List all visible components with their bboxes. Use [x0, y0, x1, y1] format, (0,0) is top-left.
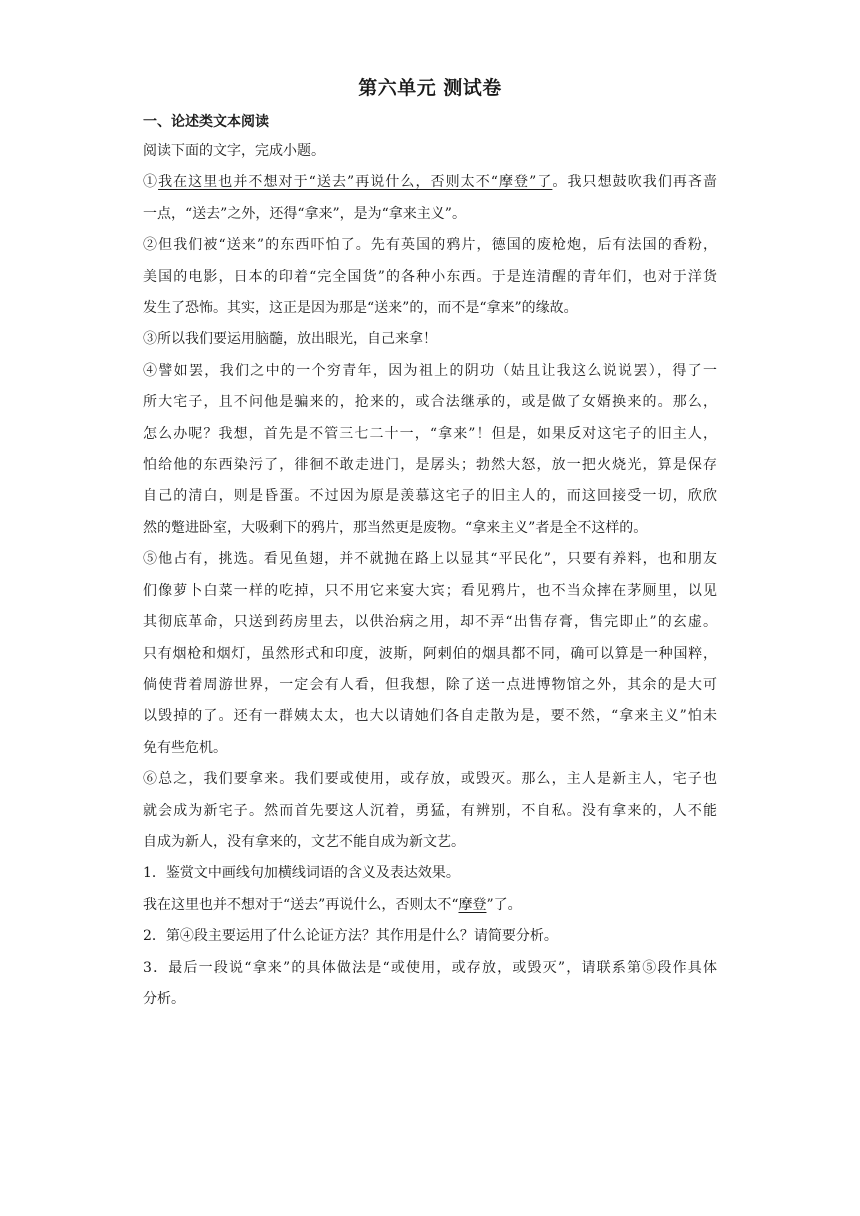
- paragraph-6-line: ⑥总之，我们要拿来。我们要或使用，或存放，或毁灭。那么，主人是新主人，宅子也: [143, 771, 717, 788]
- paragraph-4-line: 怎么办呢？我想，首先是不管三七二十一，“拿来”！但是，如果反对这宅子的旧主人，: [143, 425, 717, 442]
- paragraph-6-line: 自成为新人，没有拿来的，文艺不能自成为新文艺。: [143, 833, 465, 850]
- question-2: 2．第④段主要运用了什么论证方法？其作用是什么？请简要分析。: [143, 928, 558, 945]
- paragraph-4-line: ④譬如罢，我们之中的一个穷青年，因为祖上的阴功（姑且让我这么说说罢），得了一: [143, 362, 717, 379]
- paragraph-5-line: 免有些危机。: [143, 739, 227, 756]
- question-1-sentence-before: 我在这里也并不想对于“送去”再说什么，否则太不“: [143, 896, 459, 913]
- paragraph-5-line: 只有烟枪和烟灯，虽然形式和印度，波斯，阿剌伯的烟具都不同，确可以算是一种国粹，: [143, 645, 717, 662]
- paragraph-2-line: ②但我们被“送来”的东西吓怕了。先有英国的鸦片，德国的废枪炮，后有法国的香粉，: [143, 237, 717, 254]
- question-1-stem: 1．鉴赏文中画线句加横线词语的含义及表达效果。: [143, 865, 460, 882]
- paragraph-4-line: 怕给他的东西染污了，徘徊不敢走进门，是孱头；勃然大怒，放一把火烧光，算是保存: [143, 457, 717, 474]
- paragraph-4-line: 所大宅子，且不问他是骗来的，抢来的，或合法继承的，或是做了女婿换来的。那么，: [143, 394, 717, 411]
- underlined-sentence: 我在这里也并不想对于“送去”再说什么，否则太不“摩登”了: [158, 174, 553, 191]
- paragraph-2-line: 美国的电影，日本的印着“完全国货”的各种小东西。于是连清醒的青年们，也对于洋货: [143, 268, 717, 285]
- paragraph-2-line: 发生了恐怖。其实，这正是因为那是“送来”的，而不是“拿来”的缘故。: [143, 300, 578, 317]
- paragraph-1-rest: 。我只想鼓吹我们再吝啬: [552, 174, 717, 191]
- paragraph-5-line: 以毁掉的了。还有一群姨太太，也大以请她们各自走散为是，要不然，“拿来主义”怕未: [143, 708, 717, 725]
- document-content: [143, 72, 717, 1015]
- paragraph-5-line: 倘使背着周游世界，一定会有人看，但我想，除了送一点进博物馆之外，其余的是大可: [143, 676, 717, 693]
- question-3-line: 3．最后一段说“拿来”的具体做法是“或使用，或存放，或毁灭”，请联系第⑤段作具体: [143, 959, 717, 976]
- paragraph-1-line-2: 一点，“送去”之外，还得“拿来”，是为“拿来主义”。: [143, 205, 466, 222]
- paragraph-3-line: ③所以我们要运用脑髓，放出眼光，自己来拿！: [143, 331, 437, 348]
- question-1-sentence-after: ”了。: [486, 896, 522, 913]
- question-1-sentence: [143, 890, 717, 921]
- instruction-text: 阅读下面的文字，完成小题。: [143, 143, 325, 159]
- paragraph-5-line: 其彻底革命，只送到药房里去，以供治病之用，却不弄“出售存膏，售完即止”的玄虚。: [143, 614, 717, 631]
- paragraph-1-line-1: [143, 167, 717, 198]
- question-3-line: 分析。: [143, 990, 185, 1007]
- question-1-underlined-word: 摩登: [458, 896, 487, 913]
- paragraph-6-line: 就会成为新宅子。然而首先要这人沉着，勇猛，有辨别，不自私。没有拿来的，人不能: [143, 802, 717, 819]
- page-title: 第六单元 测试卷: [358, 77, 502, 99]
- paragraph-5-line: ⑤他占有，挑选。看见鱼翅，并不就抛在路上以显其“平民化”，只要有养料，也和朋友: [143, 551, 717, 568]
- paragraph-5-line: 们像萝卜白菜一样的吃掉，只不用它来宴大宾；看见鸦片，也不当众摔在茅厕里，以见: [143, 582, 717, 599]
- paragraph-4-line: 自己的清白，则是昏蛋。不过因为原是羡慕这宅子的旧主人的，而这回接受一切，欣欣: [143, 488, 717, 505]
- section-heading: 一、论述类文本阅读: [143, 114, 269, 130]
- paragraph-4-line: 然的蹩进卧室，大吸剩下的鸦片，那当然更是废物。“拿来主义”者是全不这样的。: [143, 519, 648, 536]
- paragraph-1-number: ①: [143, 174, 159, 191]
